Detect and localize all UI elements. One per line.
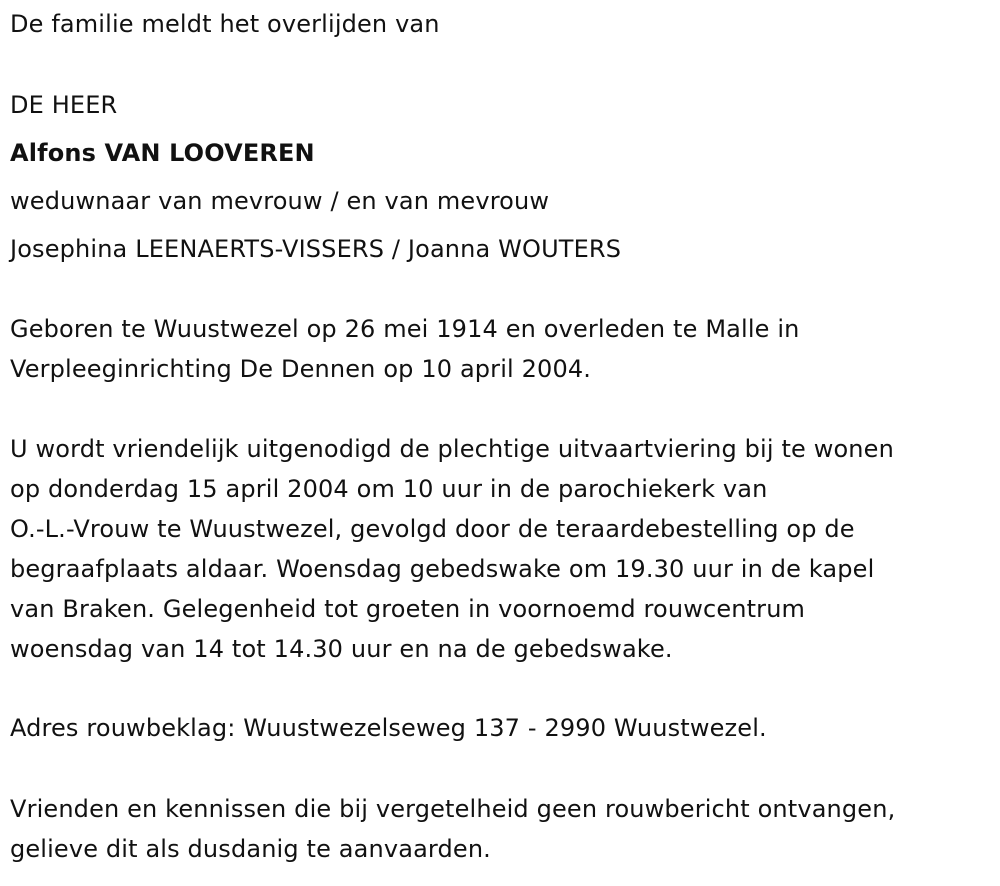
ceremony-line: van Braken. Gelegenheid tot groeten in voornoemd rouwcentrum: [10, 595, 806, 623]
birth-death-line: Geboren te Wuustwezel op 26 mei 1914 en overleden te Malle in: [10, 315, 800, 343]
condolence-address: Adres rouwbeklag: Wuustwezelseweg 137 - 2990 Wuustwezel.: [10, 714, 767, 742]
intro-text: De familie meldt het overlijden van: [10, 10, 440, 38]
honorific: DE HEER: [10, 91, 118, 119]
closing-line: gelieve dit als dusdanig te aanvaarden.: [10, 835, 491, 863]
ceremony-line: U wordt vriendelijk uitgenodigd de plechtige uitvaartviering bij te wonen: [10, 435, 894, 463]
spouses-text: Josephina LEENAERTS-VISSERS / Joanna WOUTERS: [10, 235, 622, 263]
ceremony-line: op donderdag 15 april 2004 om 10 uur in de parochiekerk van: [10, 475, 768, 503]
ceremony-line: woensdag van 14 tot 14.30 uur en na de gebedswake.: [10, 635, 673, 663]
birth-death-line: Verpleeginrichting De Dennen op 10 april 2004.: [10, 355, 592, 383]
closing-line: Vrienden en kennissen die bij vergetelheid geen rouwbericht ontvangen,: [10, 795, 896, 823]
ceremony-line: O.-L.-Vrouw te Wuustwezel, gevolgd door de teraardebestelling op de: [10, 515, 855, 543]
ceremony-line: begraafplaats aldaar. Woensdag gebedswake om 19.30 uur in de kapel: [10, 555, 875, 583]
deceased-name: Alfons VAN LOOVEREN: [10, 139, 315, 167]
relation-text: weduwnaar van mevrouw / en van mevrouw: [10, 187, 550, 215]
